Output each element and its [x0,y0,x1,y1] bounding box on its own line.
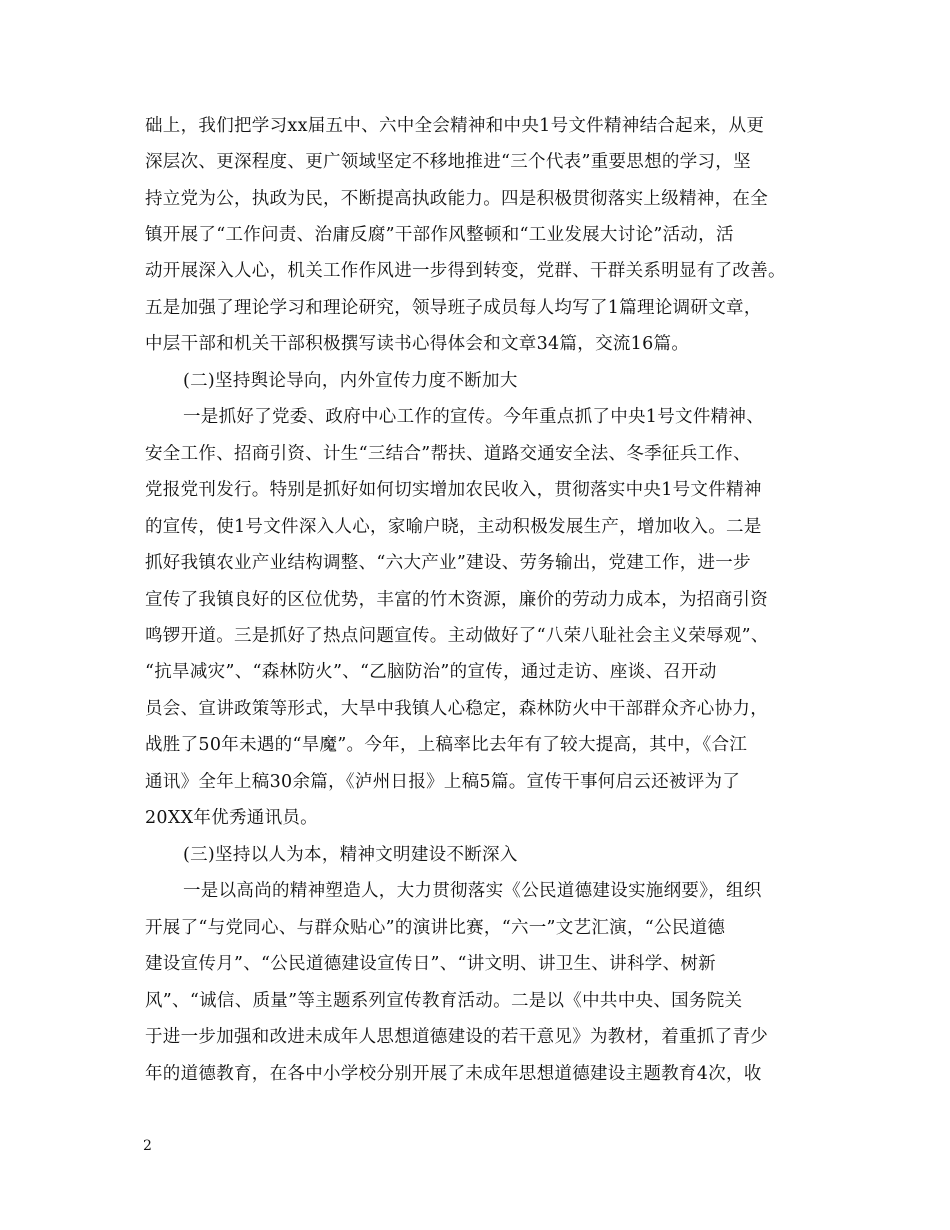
text-line: 的宣传，使1号文件深入人心，家喻户晓，主动积极发展生产，增加收入。二是 [145,517,762,537]
text-line: 于进一步加强和改进未成年人思想道德建设的若干意见》为教材，着重抓了青少 [145,1027,768,1047]
text-line: 风”、“诚信、质量”等主题系列宣传教育活动。二是以《中共中央、国务院关 [145,991,743,1011]
text-line: 20XX年优秀通讯员。 [145,808,318,828]
text-line: 开展了“与党同心、与群众贴心”的演讲比赛，“六一”文艺汇演，“公民道德 [145,918,726,938]
text-line: 鸣锣开道。三是抓好了热点问题宣传。主动做好了“八荣八耻社会主义荣辱观”、 [145,626,769,646]
section-heading: (三)坚持以人为本，精神文明建设不断深入 [183,845,518,865]
text-line: 一是以高尚的精神塑造人，大力贯彻落实《公民道德建设实施纲要》，组织 [183,881,762,901]
text-line: 一是抓好了党委、政府中心工作的宣传。今年重点抓了中央1号文件精神、 [183,407,765,427]
text-line: 中层干部和机关干部积极撰写读书心得体会和文章34篇，交流16篇。 [145,334,690,354]
text-line: 员会、宣讲政策等形式，大旱中我镇人心稳定，森林防火中干部群众齐心协力， [145,699,768,719]
text-line: 安全工作、招商引资、计生“三结合”帮扶、道路交通安全法、冬季征兵工作、 [145,444,751,464]
text-line: 五是加强了理论学习和理论研究，领导班子成员每人均写了1篇理论调研文章， [145,298,762,318]
text-line: 宣传了我镇良好的区位优势，丰富的竹木资源，廉价的劳动力成本，为招商引资 [145,590,768,610]
section-heading: (二)坚持舆论导向，内外宣传力度不断加大 [183,371,518,391]
page-number: 2 [143,1138,152,1154]
text-line: 通讯》全年上稿30余篇，《泸州日报》上稿5篇。宣传干事何启云还被评为了 [145,772,741,792]
text-line: 战胜了50年未遇的“旱魔”。今年，上稿率比去年有了较大提高，其中，《合江 [145,735,748,755]
text-line: 础上，我们把学习xx届五中、六中全会精神和中央1号文件精神结合起来，从更 [145,116,765,136]
text-line: 深层次、更深程度、更广领域坚定不移地推进“三个代表”重要思想的学习，坚 [145,152,751,172]
text-line: 抓好我镇农业产业结构调整、“六大产业”建设、劳务输出，党建工作，进一步 [145,553,751,573]
text-line: 镇开展了“工作问责、治庸反腐”干部作风整顿和“工业发展大讨论”活动，活 [145,225,734,245]
text-line: “抗旱减灾”、“森林防火”、“乙脑防治”的宣传，通过走访、座谈、召开动 [145,662,717,682]
text-line: 动开展深入人心，机关工作作风进一步得到转变，党群、干群关系明显有了改善。 [145,261,786,281]
text-line: 党报党刊发行。特别是抓好如何切实增加农民收入，贯彻落实中央1号文件精神 [145,480,762,500]
text-line: 建设宣传月”、“公民道德建设宣传日”、“讲文明、讲卫生、讲科学、树新 [145,954,716,974]
text-line: 持立党为公，执政为民，不断提高执政能力。四是积极贯彻落实上级精神，在全 [145,189,768,209]
text-line: 年的道德教育，在各中小学校分别开展了未成年思想道德建设主题教育4次，收 [145,1064,762,1084]
